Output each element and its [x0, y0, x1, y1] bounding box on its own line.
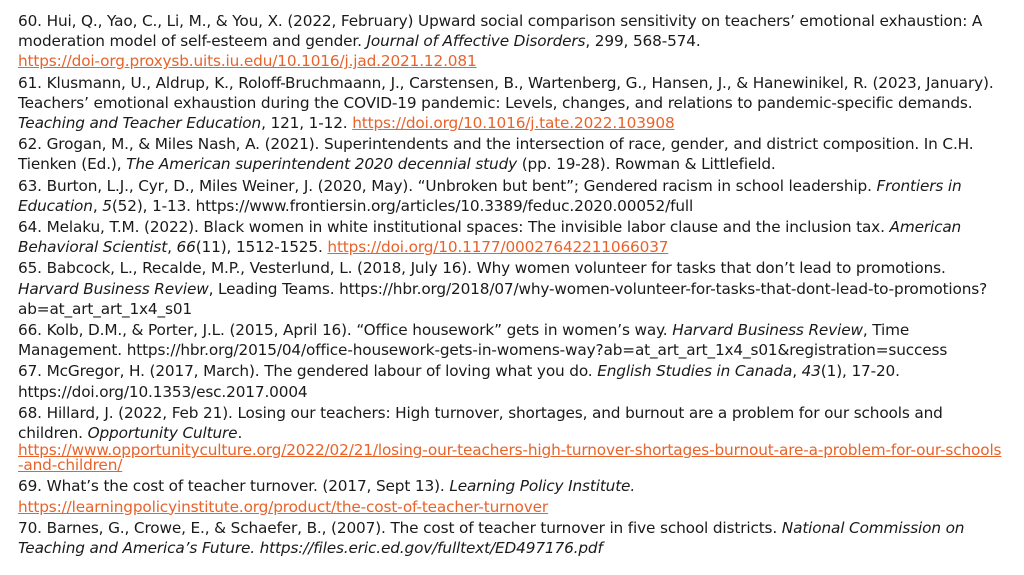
reference-journal: Harvard Business Review	[18, 279, 209, 298]
reference-journal: Frontiers in Education	[18, 176, 962, 215]
reference-journal: American Behavioral Scientist	[18, 218, 962, 257]
reference-67	[18, 361, 1006, 401]
reference-text: , Leading Teams. https://hbr.org/2018/07/why-women-volunteer-for-tasks-that-dont-lead-to-promotions?ab=at_art_art_1x4_s01	[18, 279, 988, 318]
reference-63	[18, 176, 1006, 216]
reference-book-title: The American superintendent 2020 decennial study	[126, 155, 518, 174]
reference-list	[18, 11, 1006, 558]
reference-66	[18, 320, 1006, 360]
reference-61	[18, 73, 1006, 134]
reference-publisher: National Commission on Teaching and America’s Future. https://files.eric.ed.gov/fulltext/ED497176.pdf	[18, 518, 965, 558]
reference-volume: 66	[176, 238, 196, 257]
reference-64	[18, 217, 1006, 257]
reference-text: , 299, 568-574.	[585, 32, 701, 51]
reference-text: (pp. 19-28). Rowman & Littlefield.	[517, 155, 776, 174]
reference-text: Hillard, J. (2022, Feb 21). Losing our teachers: High turnover, shortages, and burnout are a problem for our schools and children.	[18, 403, 943, 443]
reference-number: 62.	[18, 135, 42, 154]
reference-text: (52), 1-13. https://www.frontiersin.org/articles/10.3389/feduc.2020.00052/full	[111, 196, 694, 215]
reference-text: Burton, L.J., Cyr, D., Miles Weiner, J. (2020, May). “Unbroken but bent”; Gendered racism in school leadership.	[41, 176, 877, 195]
reference-text: ,	[792, 362, 802, 381]
reference-number: 66.	[18, 321, 42, 340]
reference-journal: Harvard Business Review	[672, 321, 863, 340]
reference-number: 64.	[18, 218, 42, 237]
reference-number: 61.	[18, 73, 42, 92]
reference-link[interactable]: https://doi.org/10.1016/j.tate.2022.103908	[352, 114, 675, 133]
reference-number: 70.	[18, 518, 42, 537]
reference-text: Kolb, D.M., & Porter, J.L. (2015, April 16). “Office housework” gets in women’s way.	[41, 321, 673, 340]
reference-number: 69.	[18, 477, 42, 496]
reference-text: Klusmann, U., Aldrup, K., Roloff-Bruchmaann, J., Carstensen, B., Wartenberg, G., Hansen, J., & Hanewinikel, R. (2023, January). Teachers’ emotional exhaustion during the COVID-19 pandemic: Levels, changes, and relations to pandemic-specific demands.	[18, 73, 994, 112]
reference-link[interactable]: https://doi-org.proxysb.uits.iu.edu/10.1016/j.jad.2021.12.081	[18, 52, 477, 71]
reference-70	[18, 518, 1006, 558]
reference-text: McGregor, H. (2017, March). The gendered labour of loving what you do.	[41, 362, 598, 381]
reference-65	[18, 258, 1006, 319]
reference-60	[18, 11, 1006, 72]
reference-text: , 121, 1-12.	[261, 114, 353, 133]
reference-text: Grogan, M., & Miles Nash, A. (2021). Superintendents and the intersection of race, gender, and district composition. In C.H. Tienken (Ed.),	[18, 135, 974, 174]
reference-text: Barnes, G., Crowe, E., & Schaefer, B., (2007). The cost of teacher turnover in five school districts.	[41, 518, 782, 537]
reference-journal: English Studies in Canada	[597, 362, 793, 381]
reference-text: (1), 17-20. https://doi.org/10.1353/esc.2017.0004	[18, 362, 900, 401]
reference-69	[18, 476, 1006, 516]
reference-link[interactable]: https://www.opportunityculture.org/2022/02/21/losing-our-teachers-high-turnover-shortages-burnout-are-a-problem-for-our-schools-and-children/	[18, 441, 1002, 475]
reference-publisher: Learning Policy Institute.	[449, 477, 636, 496]
reference-text: Hui, Q., Yao, C., Li, M., & You, X. (2022, February) Upward social comparison sensitivity on teachers’ emotional exhaustion: A moderation model of self-esteem and gender.	[18, 12, 983, 51]
reference-text: Melaku, T.M. (2022). Black women in white institutional spaces: The invisible labor clause and the inclusion tax.	[41, 218, 890, 237]
reference-journal: Teaching and Teacher Education	[18, 114, 262, 133]
reference-text: .	[237, 424, 243, 443]
reference-62	[18, 134, 1006, 174]
reference-68	[18, 403, 1006, 476]
reference-number: 65.	[18, 259, 42, 278]
reference-text: ,	[92, 196, 103, 215]
reference-journal: Journal of Affective Disorders	[366, 32, 586, 51]
reference-volume: 43	[801, 362, 821, 381]
reference-journal: Opportunity Culture	[87, 424, 238, 443]
reference-number: 67.	[18, 362, 42, 381]
reference-text: , Time Management. https://hbr.org/2015/04/office-housework-gets-in-womens-way?ab=at_art_art_1x4_s01&registration=success	[18, 321, 948, 360]
reference-text: What’s the cost of teacher turnover. (2017, Sept 13).	[41, 477, 450, 496]
reference-number: 60.	[18, 12, 42, 30]
reference-text: Babcock, L., Recalde, M.P., Vesterlund, L. (2018, July 16). Why women volunteer for tasks that don’t lead to promotions.	[41, 259, 946, 278]
reference-text: ,	[167, 238, 177, 257]
reference-number: 63.	[18, 176, 42, 195]
reference-link[interactable]: https://doi.org/10.1177/00027642211066037	[327, 238, 669, 257]
reference-number: 68.	[18, 403, 42, 422]
reference-volume: 5	[102, 196, 112, 215]
reference-text: (11), 1512-1525.	[195, 238, 328, 257]
reference-link[interactable]: https://learningpolicyinstitute.org/product/the-cost-of-teacher-turnover	[18, 497, 549, 516]
